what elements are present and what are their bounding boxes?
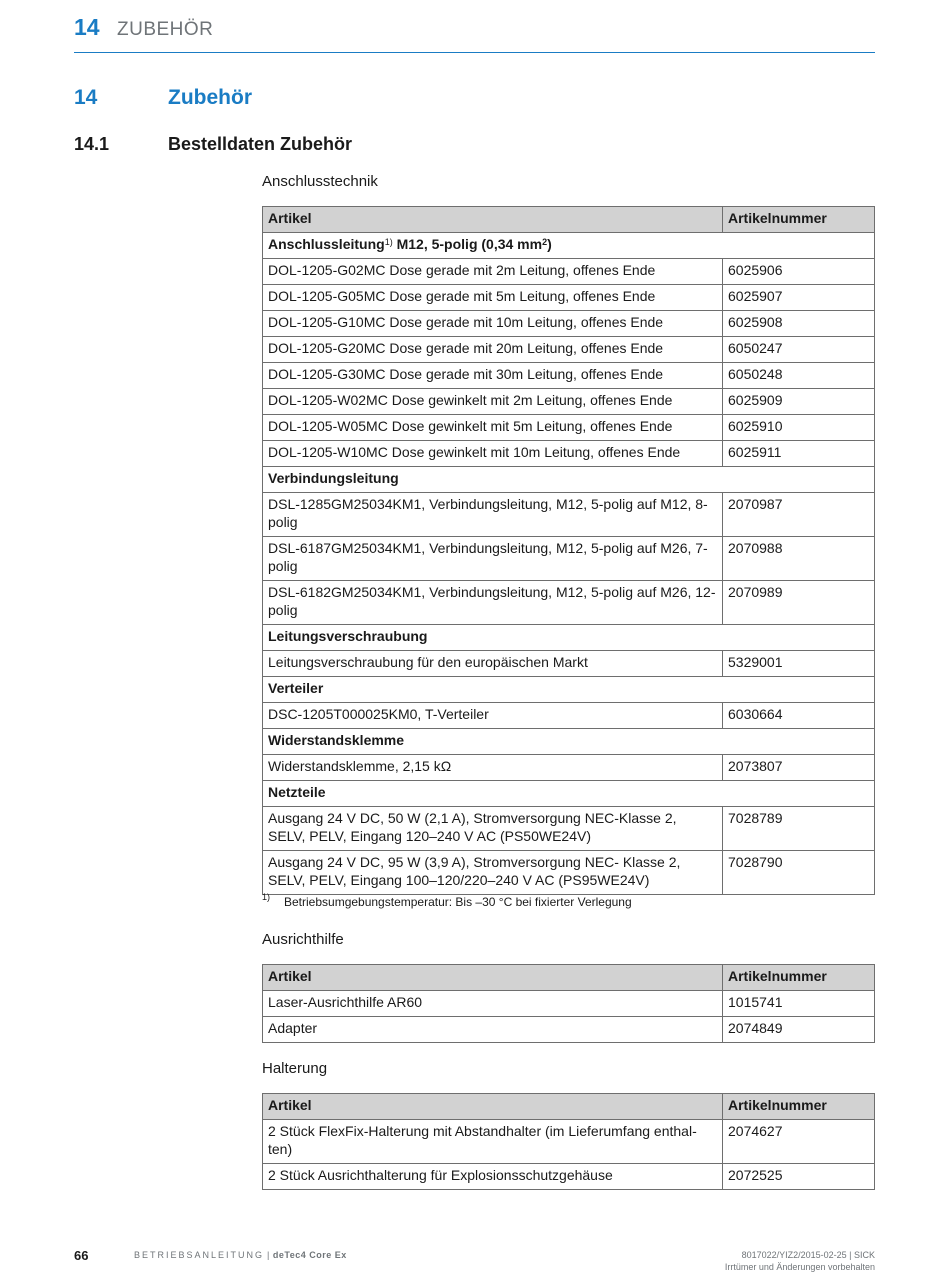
cell-artikelnummer: 2074627 xyxy=(723,1120,875,1164)
table-header-row xyxy=(263,207,875,233)
group-row xyxy=(263,677,875,703)
anschluss-title: Anschlusstechnik xyxy=(262,173,378,190)
cell-artikel: DOL-1205-G10MC Dose gerade mit 10m Leitung, offenes Ende xyxy=(263,311,723,337)
table-header-row xyxy=(263,1094,875,1120)
cell-artikelnummer: 6025911 xyxy=(723,441,875,467)
group-row xyxy=(263,729,875,755)
footnote-text: Betriebsumgebungstemperatur: Bis –30 °C bei fixierter Verlegung xyxy=(284,895,632,909)
cell-artikelnummer: 2072525 xyxy=(723,1164,875,1190)
group-label-cont: M12, 5-polig (0,34 mm xyxy=(392,236,543,252)
cell-artikelnummer: 2070987 xyxy=(723,493,875,537)
col-header-artikelnummer: Artikelnummer xyxy=(723,207,875,233)
table-row xyxy=(263,991,875,1017)
table-header-row xyxy=(263,965,875,991)
table-row xyxy=(263,389,875,415)
footer-doc-label: BETRIEBSANLEITUNG xyxy=(134,1250,265,1260)
table-row xyxy=(263,703,875,729)
group-row xyxy=(263,467,875,493)
table-row xyxy=(263,493,875,537)
footnote-ref: 1) xyxy=(384,237,393,247)
superscript: 2 xyxy=(542,237,548,247)
cell-artikel: DOL-1205-G02MC Dose gerade mit 2m Leitung, offenes Ende xyxy=(263,259,723,285)
table-row xyxy=(263,755,875,781)
chapter-number: 14 xyxy=(74,86,98,109)
cell-artikel: DSL-6182GM25034KM1, Verbindungsleitung, M12, 5-polig auf M26, 12-polig xyxy=(263,581,723,625)
cell-artikelnummer: 6025910 xyxy=(723,415,875,441)
cell-artikel: Ausgang 24 V DC, 50 W (2,1 A), Stromversorgung NEC-Klasse 2, SELV, PELV, Eingang 120–240 V AC (PS50WE24V) xyxy=(263,807,723,851)
cell-artikel: Widerstandsklemme, 2,15 kΩ xyxy=(263,755,723,781)
col-header-artikel: Artikel xyxy=(263,1094,723,1120)
table-row xyxy=(263,807,875,851)
cell-artikelnummer: 6050247 xyxy=(723,337,875,363)
cell-artikel: Ausgang 24 V DC, 95 W (3,9 A), Stromversorgung NEC- Klasse 2, SELV, PELV, Eingang 100–120/220–240 V AC (PS95WE24V) xyxy=(263,851,723,895)
table-row xyxy=(263,1120,875,1164)
table-row xyxy=(263,441,875,467)
cell-artikelnummer: 6030664 xyxy=(723,703,875,729)
cell-artikel: Leitungsverschraubung für den europäischen Markt xyxy=(263,651,723,677)
footer-disclaimer: Irrtümer und Änderungen vorbehalten xyxy=(724,1262,875,1272)
cell-artikelnummer: 2074849 xyxy=(723,1017,875,1043)
footer-reference xyxy=(725,1249,875,1273)
col-header-artikelnummer: Artikelnummer xyxy=(723,965,875,991)
header-chapter-title: ZUBEHÖR xyxy=(117,19,214,40)
table-row xyxy=(263,651,875,677)
cell-artikelnummer: 2073807 xyxy=(723,755,875,781)
table-row xyxy=(263,415,875,441)
table-row xyxy=(263,851,875,895)
halterung-table xyxy=(262,1093,875,1190)
cell-artikelnummer: 1015741 xyxy=(723,991,875,1017)
cell-artikelnummer: 5329001 xyxy=(723,651,875,677)
group-label: Anschlussleitung xyxy=(268,236,385,252)
cell-artikel: DOL-1205-G30MC Dose gerade mit 30m Leitung, offenes Ende xyxy=(263,363,723,389)
cell-artikel: DSL-6187GM25034KM1, Verbindungsleitung, M12, 5-polig auf M26, 7-polig xyxy=(263,537,723,581)
anschluss-table xyxy=(262,206,875,895)
group-row xyxy=(263,781,875,807)
table-row xyxy=(263,537,875,581)
page-number: 66 xyxy=(74,1248,89,1263)
cell-artikelnummer: 7028789 xyxy=(723,807,875,851)
group-verteiler: Verteiler xyxy=(263,677,875,703)
running-header xyxy=(74,14,875,53)
footer-ref: 8017022/YIZ2/2015-02-25 | SICK xyxy=(741,1250,875,1260)
cell-artikel: Laser-Ausrichthilfe AR60 xyxy=(263,991,723,1017)
cell-artikelnummer: 6025908 xyxy=(723,311,875,337)
table-row xyxy=(263,1164,875,1190)
group-leitungsverschraubung: Leitungsverschraubung xyxy=(263,625,875,651)
cell-artikelnummer: 2070989 xyxy=(723,581,875,625)
cell-artikel: 2 Stück FlexFix-Halterung mit Abstandhalter (im Lieferumfang enthal-ten) xyxy=(263,1120,723,1164)
cell-artikelnummer: 2070988 xyxy=(723,537,875,581)
footer-product: deTec4 Core Ex xyxy=(272,1250,347,1260)
cell-artikel: Adapter xyxy=(263,1017,723,1043)
cell-artikel: DOL-1205-G05MC Dose gerade mit 5m Leitung, offenes Ende xyxy=(263,285,723,311)
section-number: 14.1 xyxy=(74,134,110,154)
group-anschlussleitung xyxy=(263,233,875,259)
group-verbindungsleitung: Verbindungsleitung xyxy=(263,467,875,493)
table-row xyxy=(263,363,875,389)
chapter-title: Zubehör xyxy=(168,86,252,109)
cell-artikel: DOL-1205-W10MC Dose gewinkelt mit 10m Leitung, offenes Ende xyxy=(263,441,723,467)
section-title: Bestelldaten Zubehör xyxy=(168,134,353,154)
footer-separator: | xyxy=(264,1250,273,1260)
col-header-artikel: Artikel xyxy=(263,965,723,991)
ausricht-table xyxy=(262,964,875,1043)
ausricht-title: Ausrichthilfe xyxy=(262,931,344,948)
header-chapter-number: 14 xyxy=(74,14,100,40)
cell-artikel: DOL-1205-W02MC Dose gewinkelt mit 2m Leitung, offenes Ende xyxy=(263,389,723,415)
cell-artikelnummer: 6025906 xyxy=(723,259,875,285)
group-widerstandsklemme: Widerstandsklemme xyxy=(263,729,875,755)
cell-artikel: DOL-1205-W05MC Dose gewinkelt mit 5m Leitung, offenes Ende xyxy=(263,415,723,441)
cell-artikelnummer: 7028790 xyxy=(723,851,875,895)
group-row xyxy=(263,233,875,259)
cell-artikel: 2 Stück Ausrichthalterung für Explosionsschutzgehäuse xyxy=(263,1164,723,1190)
group-label-end: ) xyxy=(547,236,552,252)
group-netzteile: Netzteile xyxy=(263,781,875,807)
footnote-marker: 1) xyxy=(262,892,271,902)
cell-artikelnummer: 6025907 xyxy=(723,285,875,311)
cell-artikel: DOL-1205-G20MC Dose gerade mit 20m Leitung, offenes Ende xyxy=(263,337,723,363)
cell-artikel: DSL-1285GM25034KM1, Verbindungsleitung, M12, 5-polig auf M12, 8-polig xyxy=(263,493,723,537)
cell-artikel: DSC-1205T000025KM0, T-Verteiler xyxy=(263,703,723,729)
table-row xyxy=(263,1017,875,1043)
table-row xyxy=(263,285,875,311)
col-header-artikel: Artikel xyxy=(263,207,723,233)
table-row xyxy=(263,311,875,337)
col-header-artikelnummer: Artikelnummer xyxy=(723,1094,875,1120)
cell-artikelnummer: 6025909 xyxy=(723,389,875,415)
group-row xyxy=(263,625,875,651)
table-row xyxy=(263,581,875,625)
table-row xyxy=(263,259,875,285)
cell-artikelnummer: 6050248 xyxy=(723,363,875,389)
halterung-title: Halterung xyxy=(262,1060,328,1077)
footer-document xyxy=(134,1250,347,1260)
table-row xyxy=(263,337,875,363)
